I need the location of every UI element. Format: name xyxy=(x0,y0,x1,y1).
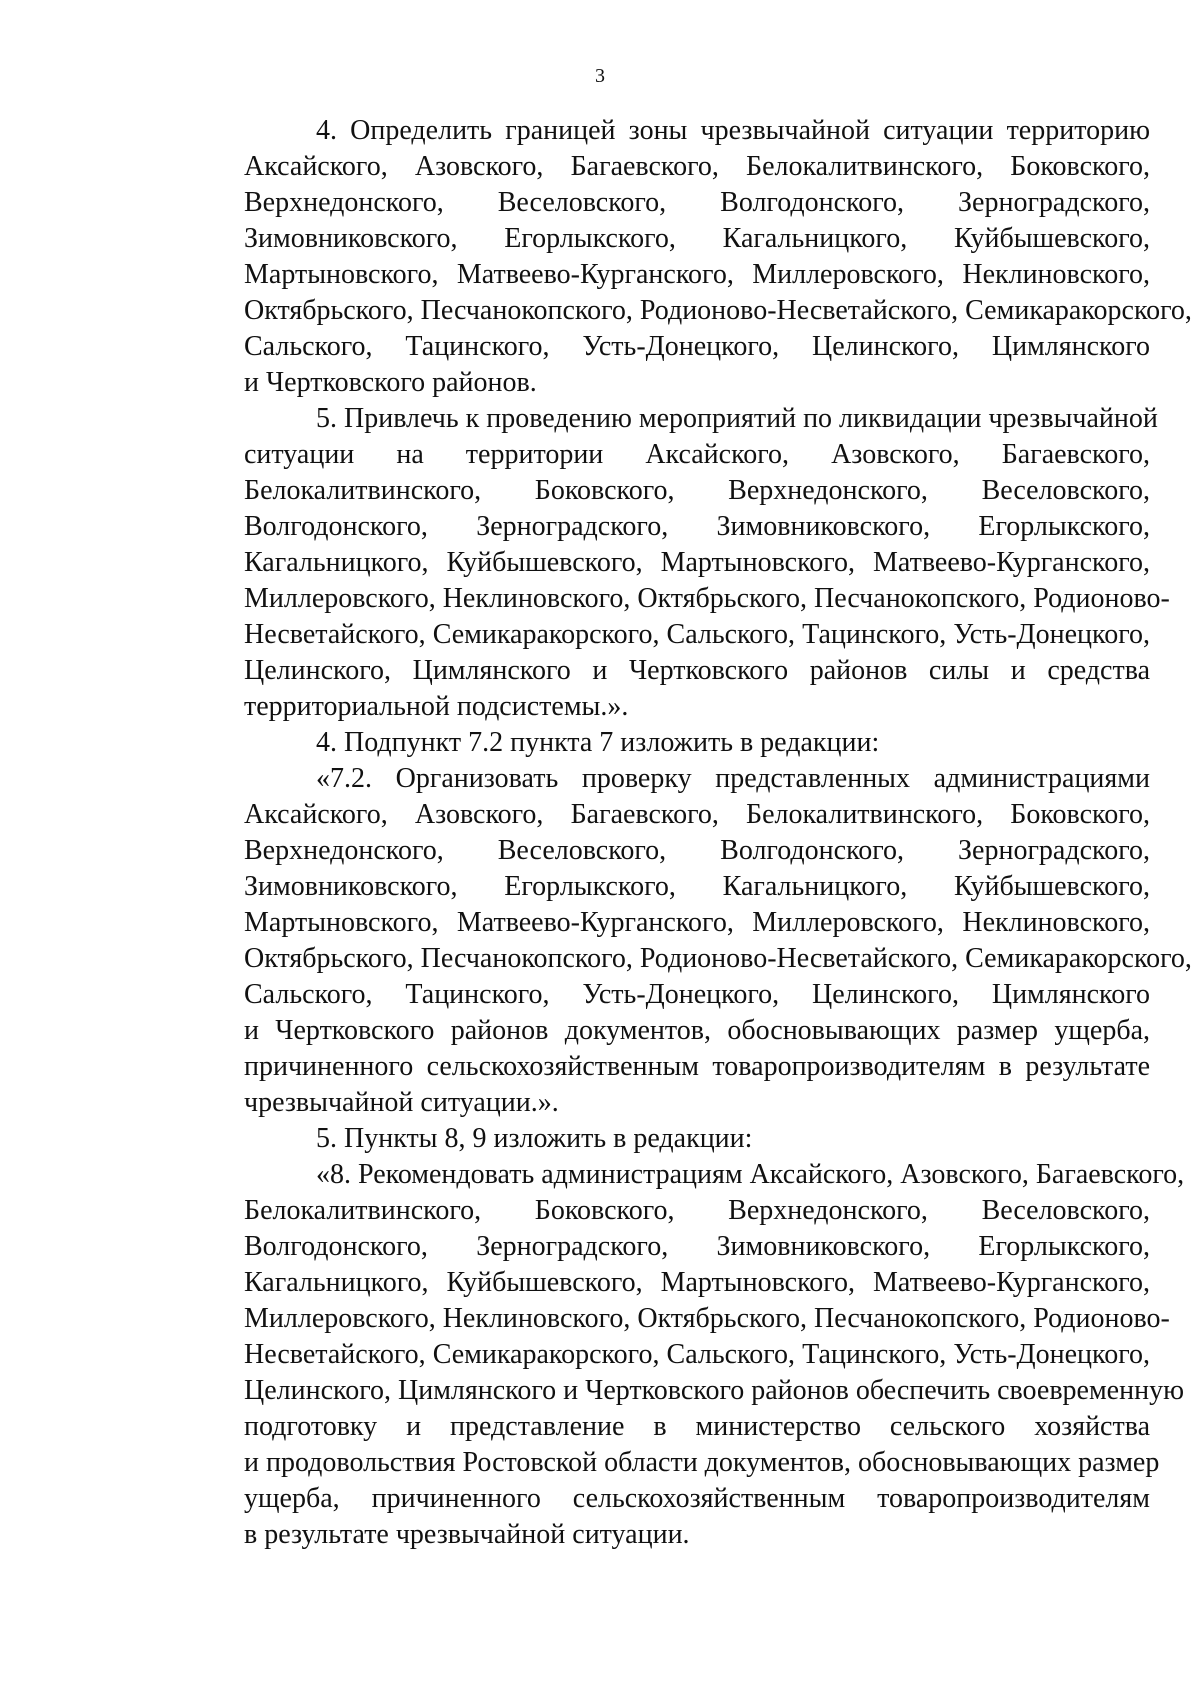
text-line: Аксайского, Азовского, Багаевского, Белокалитвинского, Боковского, xyxy=(244,799,1150,830)
text-line: 4. Подпункт 7.2 пункта 7 изложить в редакции: xyxy=(316,727,880,758)
text-line: территориальной подсистемы.». xyxy=(244,691,629,722)
text-line: и Чертковского районов документов, обосновывающих размер ущерба, xyxy=(244,1015,1150,1046)
text-line: Зимовниковского, Егорлыкского, Кагальницкого, Куйбышевского, xyxy=(244,223,1150,254)
text-line: причиненного сельскохозяйственным товаропроизводителям в результате xyxy=(244,1051,1150,1082)
text-line: Миллеровского, Неклиновского, Октябрьского, Песчанокопского, Родионово- xyxy=(244,583,1170,614)
text-line: Несветайского, Семикаракорского, Сальского, Тацинского, Усть-Донецкого, xyxy=(244,619,1150,650)
paragraph-item-5-liquidation xyxy=(172,401,1170,725)
text-line: 5. Привлечь к проведению мероприятий по ликвидации чрезвычайной xyxy=(316,403,1158,434)
text-line: Сальского, Тацинского, Усть-Донецкого, Целинского, Цимлянского xyxy=(244,331,1150,362)
text-line: Белокалитвинского, Боковского, Верхнедонского, Веселовского, xyxy=(244,475,1150,506)
text-line: подготовку и представление в министерство сельского хозяйства xyxy=(244,1411,1150,1442)
document-body xyxy=(172,113,1192,1553)
text-line: Волгодонского, Зерноградского, Зимовниковского, Егорлыкского, xyxy=(244,511,1150,542)
text-line: Мартыновского, Матвеево-Курганского, Миллеровского, Неклиновского, xyxy=(244,259,1150,290)
text-line: ущерба, причиненного сельскохозяйственным товаропроизводителям xyxy=(244,1483,1150,1514)
text-line: Кагальницкого, Куйбышевского, Мартыновского, Матвеево-Курганского, xyxy=(244,1267,1150,1298)
text-line: Целинского, Цимлянского и Чертковского районов силы и средства xyxy=(244,655,1150,686)
paragraph-amendment-4 xyxy=(172,725,1150,761)
paragraph-subitem-7-2 xyxy=(172,761,1192,1121)
paragraph-amendment-5 xyxy=(172,1121,1150,1157)
page-number: 3 xyxy=(595,65,605,87)
text-line: Верхнедонского, Веселовского, Волгодонского, Зерноградского, xyxy=(244,187,1150,218)
text-line: Аксайского, Азовского, Багаевского, Белокалитвинского, Боковского, xyxy=(244,151,1150,182)
text-line: 5. Пункты 8, 9 изложить в редакции: xyxy=(316,1123,753,1154)
paragraph-item-8-recommendation xyxy=(172,1157,1185,1553)
text-line: Белокалитвинского, Боковского, Верхнедонского, Веселовского, xyxy=(244,1195,1150,1226)
text-line: «8. Рекомендовать администрациям Аксайского, Азовского, Багаевского, xyxy=(316,1159,1185,1190)
text-line: Кагальницкого, Куйбышевского, Мартыновского, Матвеево-Курганского, xyxy=(244,547,1150,578)
text-line: Несветайского, Семикаракорского, Сальского, Тацинского, Усть-Донецкого, xyxy=(244,1339,1150,1370)
text-line: Мартыновского, Матвеево-Курганского, Миллеровского, Неклиновского, xyxy=(244,907,1150,938)
text-line: Зимовниковского, Егорлыкского, Кагальницкого, Куйбышевского, xyxy=(244,871,1150,902)
paragraph-item-4-emergency-zone xyxy=(172,113,1192,401)
text-line: Волгодонского, Зерноградского, Зимовниковского, Егорлыкского, xyxy=(244,1231,1150,1262)
text-line: Верхнедонского, Веселовского, Волгодонского, Зерноградского, xyxy=(244,835,1150,866)
text-line: Целинского, Цимлянского и Чертковского районов обеспечить своевременную xyxy=(244,1375,1184,1406)
text-line: чрезвычайной ситуации.». xyxy=(244,1087,559,1118)
text-line: и продовольствия Ростовской области документов, обосновывающих размер xyxy=(244,1447,1160,1478)
text-line: Октябрьского, Песчанокопского, Родионово-Несветайского, Семикаракорского, xyxy=(244,943,1192,974)
text-line: Миллеровского, Неклиновского, Октябрьского, Песчанокопского, Родионово- xyxy=(244,1303,1170,1334)
text-line: в результате чрезвычайной ситуации. xyxy=(244,1519,690,1550)
text-line: Сальского, Тацинского, Усть-Донецкого, Целинского, Цимлянского xyxy=(244,979,1150,1010)
text-line: «7.2. Организовать проверку представленных администрациями xyxy=(316,763,1150,794)
text-line: Октябрьского, Песчанокопского, Родионово-Несветайского, Семикаракорского, xyxy=(244,295,1192,326)
text-line: 4. Определить границей зоны чрезвычайной ситуации территорию xyxy=(316,115,1150,146)
text-line: и Чертковского районов. xyxy=(244,367,537,398)
text-line: ситуации на территории Аксайского, Азовского, Багаевского, xyxy=(244,439,1150,470)
